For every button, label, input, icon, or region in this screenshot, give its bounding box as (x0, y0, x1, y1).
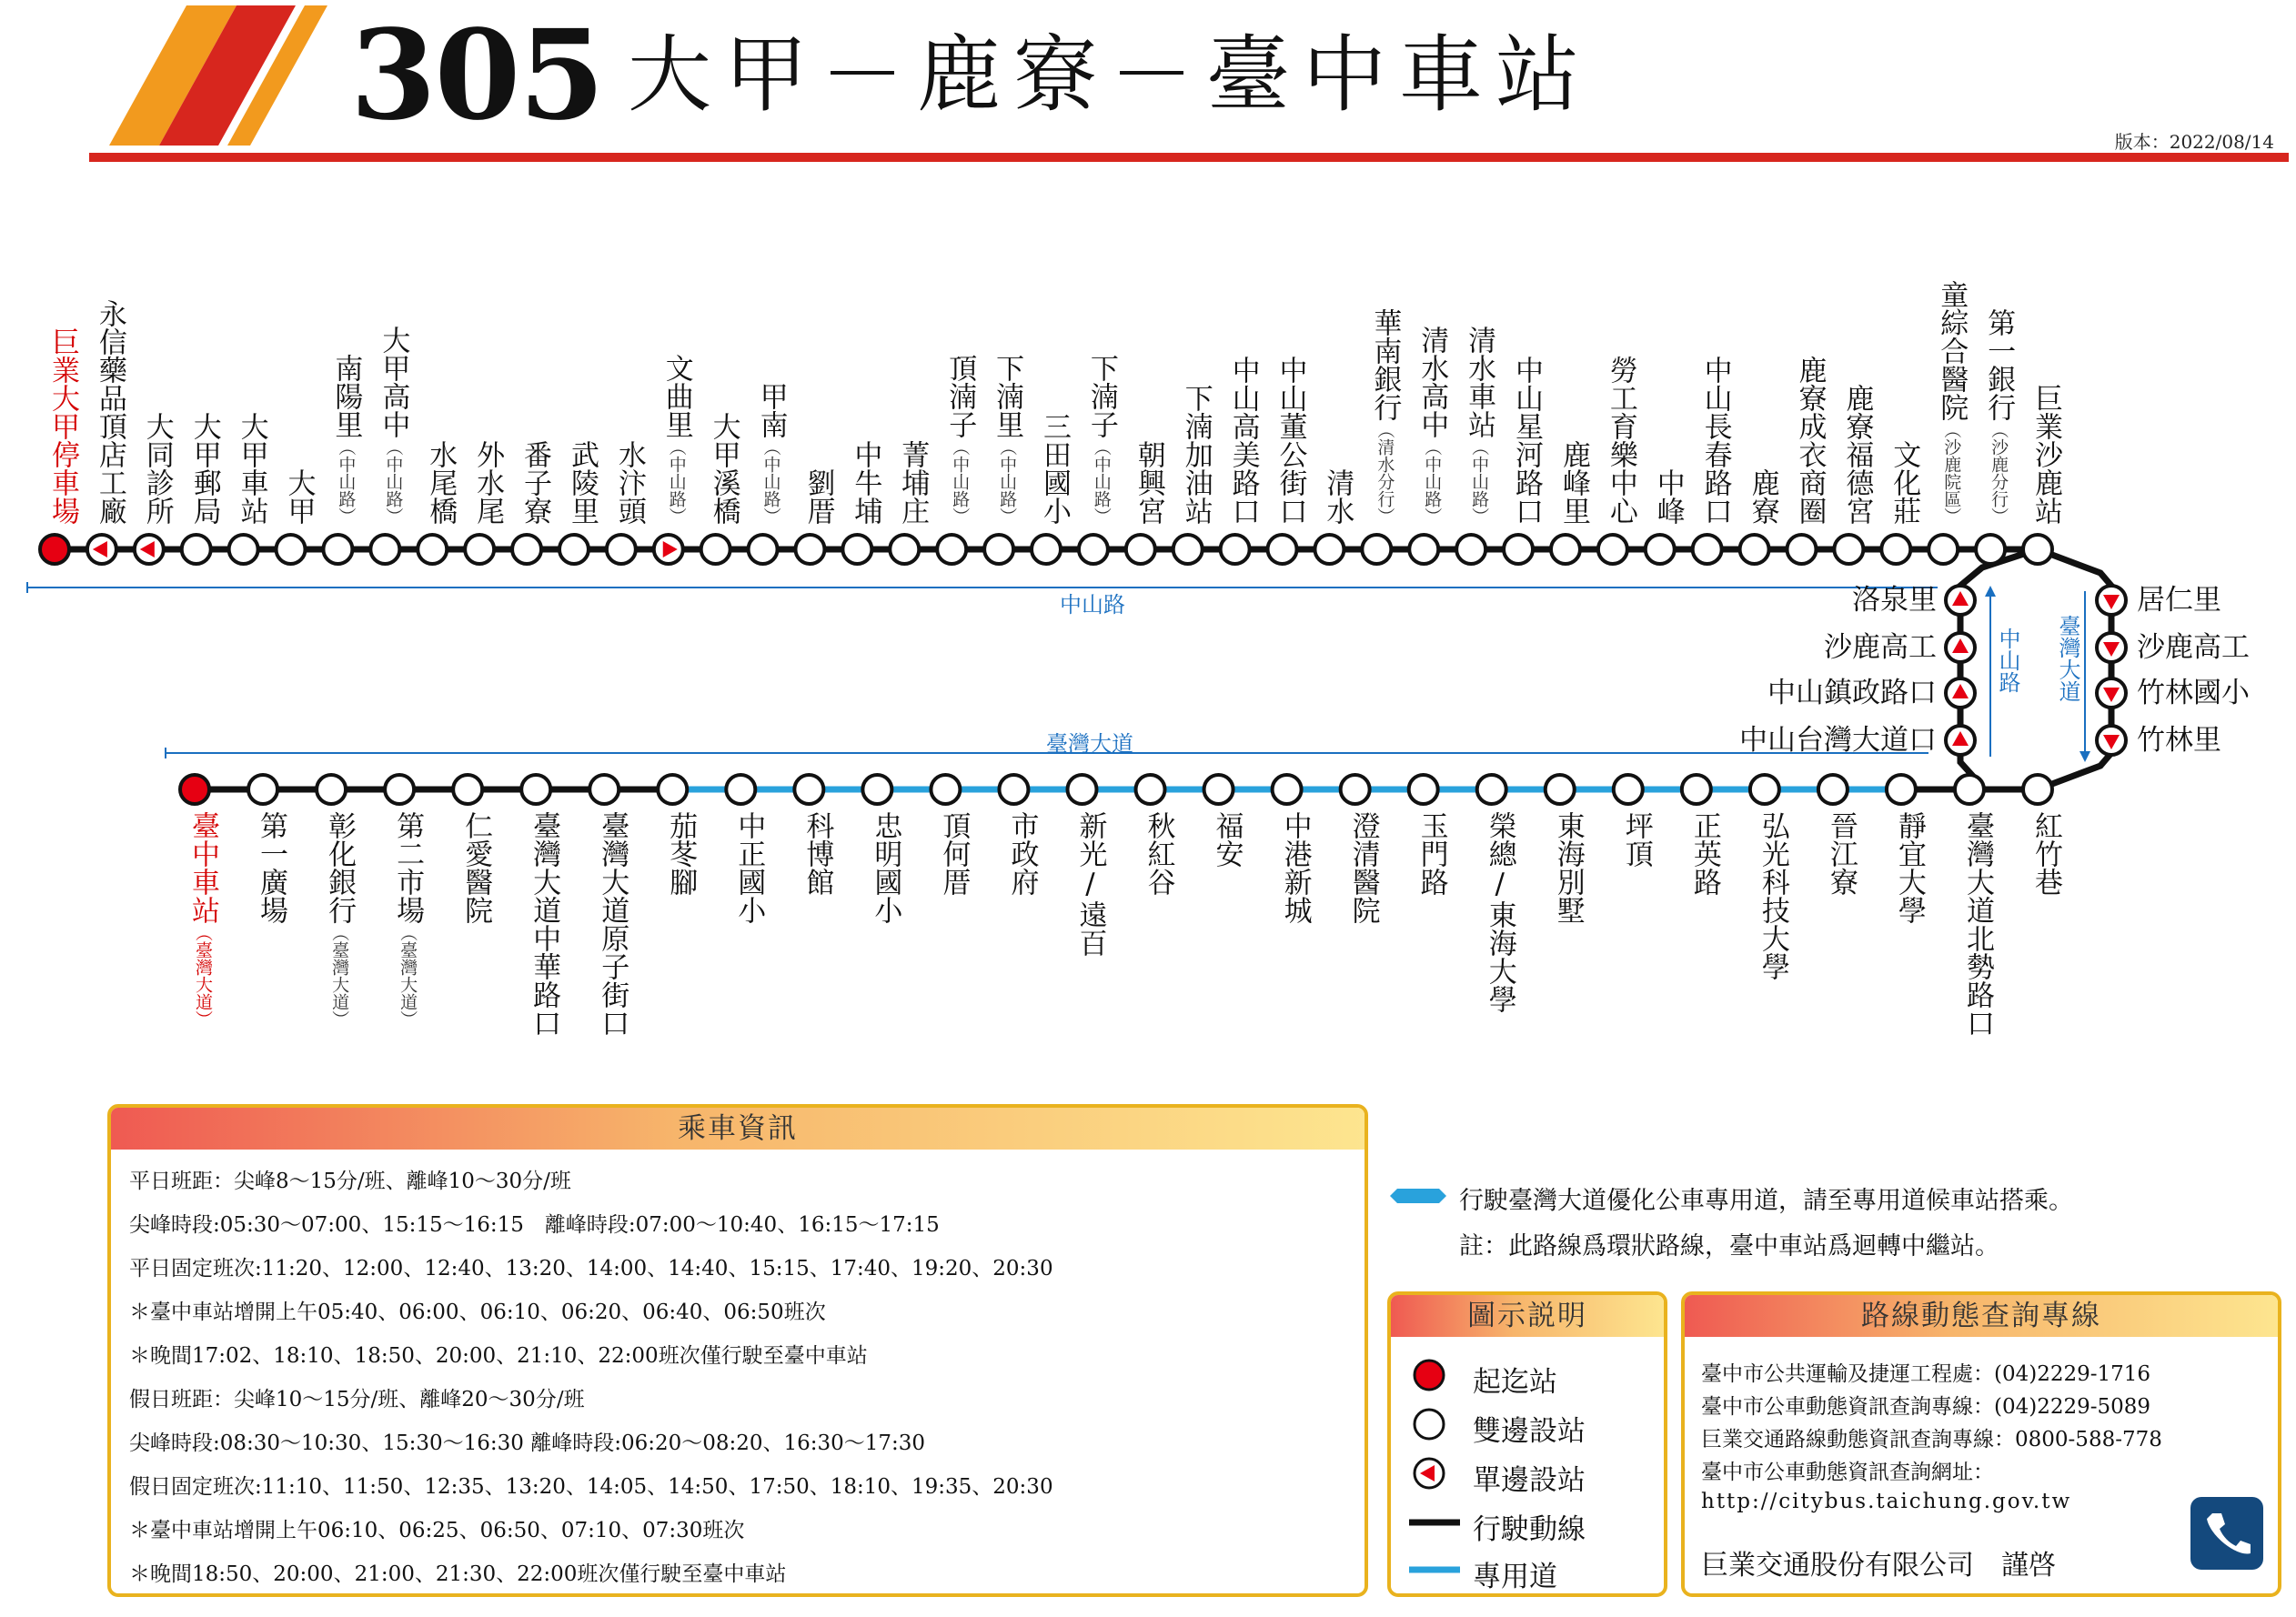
top-stop-label-9 (453, 440, 506, 525)
bottom-stop-label-16 (1261, 811, 1314, 924)
loop-axis-right-arrow (2079, 751, 2090, 762)
bottom-stop-label-10 (851, 811, 903, 924)
stop-name: 巨業沙鹿站 (2029, 384, 2062, 525)
top-stop-34 (1646, 535, 1675, 564)
stop-name: 清水車站 (1463, 326, 1496, 438)
stop-sub-label: （中山路） (1469, 438, 1490, 525)
stop-sub-label: （臺灣大道） (193, 924, 213, 1028)
stop-name: 水尾橋 (424, 440, 458, 525)
stop-name: 茄苳腳 (664, 811, 698, 896)
legend-label-busway: 專用道 (1473, 1561, 1557, 1593)
bottom-stop-label-15 (1193, 811, 1245, 868)
top-stop-label-30 (1445, 326, 1497, 525)
top-stop-label-33 (1586, 356, 1639, 525)
company-signature: 巨業交通股份有限公司 謹啓 (1701, 1550, 2056, 1582)
stop-name: 中山高美路口 (1226, 356, 1260, 525)
top-stop-39 (1881, 535, 1910, 564)
top-stop-label-13 (642, 354, 695, 525)
busway-line-icon (1407, 1552, 1462, 1588)
bottom-stop-4 (453, 775, 482, 804)
loop-right-stop-1 (2097, 633, 2126, 662)
top-stop-28 (1362, 535, 1391, 564)
busway-note: 行駛臺灣大道優化公車專用道，請至專用道候車站搭乘。 (1459, 1187, 2073, 1215)
stop-name: 大甲高中 (377, 326, 410, 438)
bottom-stop-label-2 (305, 811, 357, 1028)
top-stop-label-28 (1350, 308, 1403, 525)
top-stop-label-12 (595, 440, 648, 525)
top-stop-40 (1928, 535, 1958, 564)
bottom-stop-7 (658, 775, 687, 804)
top-stop-29 (1409, 535, 1438, 564)
top-stop-label-7 (358, 326, 411, 525)
stop-name: 玉門路 (1415, 811, 1448, 896)
legend-label-oneway: 單邊設站 (1473, 1464, 1586, 1497)
stop-sub-label: （清水分行） (1375, 421, 1395, 525)
legend-panel (1387, 1291, 1667, 1597)
stop-name: 科博館 (801, 811, 834, 896)
bottom-stop-5 (521, 775, 550, 804)
bottom-stop-20 (1546, 775, 1575, 804)
bottom-stop-0 (180, 775, 209, 804)
top-stop-15 (749, 535, 778, 564)
loop-left-stop-label-0: 洛泉里 (1852, 584, 1937, 617)
top-stop-label-41 (1964, 308, 2017, 525)
stop-name: 頂何厝 (937, 811, 971, 896)
stop-name: 秋紅谷 (1142, 811, 1175, 896)
stop-name: 勞工育樂中心 (1604, 356, 1637, 525)
stop-name: 永信藥品頂店工廠 (93, 299, 126, 525)
info-line-0: 平日班距：尖峰8～15分/班、離峰10～30分/班 (129, 1170, 571, 1193)
top-stop-12 (607, 535, 636, 564)
stop-name: 大甲 (282, 468, 316, 525)
stop-name: 弘光科技大學 (1756, 811, 1789, 980)
stop-name: 鹿寮 (1746, 468, 1779, 525)
bottom-stop-label-26 (1943, 811, 1996, 1037)
top-stop-26 (1268, 535, 1297, 564)
bottom-stop-17 (1341, 775, 1370, 804)
stop-name: 下湳里 (991, 354, 1024, 438)
stop-name: 中山長春路口 (1698, 356, 1732, 525)
top-stop-38 (1834, 535, 1863, 564)
top-stop-1 (87, 535, 116, 564)
loop-left-stop-2 (1946, 678, 1975, 708)
stop-name: 文曲里 (660, 354, 693, 438)
bottom-stop-label-22 (1670, 811, 1723, 896)
legend-label-both: 雙邊設站 (1473, 1415, 1586, 1448)
stop-name: 菁埔庄 (896, 440, 930, 525)
bottom-stop-label-17 (1329, 811, 1382, 924)
bottom-stop-label-24 (1807, 811, 1859, 896)
loop-right-stop-label-0: 居仁里 (2137, 584, 2221, 617)
stop-name: 下湳加油站 (1179, 384, 1213, 525)
stop-name: 巨業大甲停車場 (46, 327, 79, 525)
bottom-stop-label-12 (987, 811, 1040, 896)
top-stop-14 (701, 535, 730, 564)
legend-title: 圖示説明 (1391, 1295, 1664, 1337)
stop-name: 坪頂 (1619, 811, 1653, 868)
road-label-top: 中山路 (1060, 592, 1125, 618)
top-stop-label-2 (123, 412, 176, 525)
contact-line-4: 臺中市公車動態資訊查詢網址： (1701, 1461, 1994, 1484)
top-stop-13 (654, 535, 683, 564)
stop-name: 大甲溪橋 (707, 412, 740, 525)
stop-name: 清水 (1321, 468, 1354, 525)
bottom-stop-label-27 (2011, 811, 2064, 896)
version-label: 版本：2022/08/14 (2114, 131, 2274, 153)
bottom-stop-24 (1818, 775, 1848, 804)
stop-sub-label: （中山路） (1091, 438, 1112, 525)
both-sides-stop-icon (1411, 1406, 1447, 1442)
top-stop-label-38 (1822, 384, 1875, 525)
top-stop-label-40 (1917, 280, 1969, 525)
bottom-stop-18 (1409, 775, 1438, 804)
stop-name: 劉厝 (801, 468, 835, 525)
top-stop-3 (182, 535, 211, 564)
stop-name: 甲南 (754, 382, 788, 438)
stop-name: 晉江寮 (1824, 811, 1858, 896)
stop-name: 彰化銀行 (323, 811, 357, 924)
top-stop-0 (40, 535, 69, 564)
top-stop-label-0 (28, 327, 81, 525)
top-stop-label-37 (1775, 356, 1828, 525)
bottom-stop-1 (248, 775, 277, 804)
loop-left-stop-1 (1946, 633, 1975, 662)
bottom-stop-label-25 (1875, 811, 1928, 924)
info-line-3: ＊臺中車站增開上午05:40、06:00、06:10、06:20、06:40、06:50班次 (129, 1301, 826, 1324)
top-stop-label-34 (1634, 468, 1687, 525)
stop-name: 第一銀行 (1982, 308, 2016, 421)
top-stop-19 (937, 535, 966, 564)
top-stop-label-35 (1681, 356, 1734, 525)
stop-name: 水汴頭 (612, 440, 646, 525)
bottom-stop-23 (1750, 775, 1779, 804)
top-stop-label-1 (76, 299, 128, 525)
road-label-bottom: 臺灣大道 (1046, 731, 1133, 757)
bottom-stop-10 (862, 775, 891, 804)
bottom-stop-26 (1955, 775, 1984, 804)
top-stop-label-16 (783, 468, 836, 525)
bottom-stop-8 (726, 775, 755, 804)
stop-name: 番子寮 (519, 440, 552, 525)
phone-icon (2190, 1497, 2263, 1570)
loop-right-stop-label-3: 竹林里 (2137, 724, 2221, 757)
top-stop-label-21 (1020, 412, 1072, 525)
bottom-stop-label-13 (1055, 811, 1108, 957)
stop-name: 福安 (1210, 811, 1244, 868)
road-label-loop-right: 臺灣大道 (2055, 615, 2080, 702)
top-stop-31 (1504, 535, 1533, 564)
stop-name: 臺灣大道原子街口 (596, 811, 629, 1037)
top-stop-label-42 (2011, 384, 2064, 525)
loop-right-stop-label-1: 沙鹿高工 (2137, 631, 2250, 664)
stop-name: 紅竹巷 (2029, 811, 2062, 896)
bottom-stop-label-18 (1397, 811, 1450, 896)
top-stop-label-8 (406, 440, 458, 525)
bottom-stop-21 (1614, 775, 1643, 804)
loop-left-stop-label-2: 中山鎮政路口 (1767, 677, 1937, 709)
stop-name: 鹿峰里 (1556, 440, 1590, 525)
loop-right-stop-3 (2097, 726, 2126, 755)
bottom-stop-label-14 (1124, 811, 1177, 896)
contact-url[interactable]: http://citybus.taichung.gov.tw (1701, 1490, 2072, 1513)
bottom-stop-label-8 (714, 811, 767, 924)
stop-name: 頂湳子 (943, 354, 977, 438)
top-stop-label-29 (1397, 326, 1450, 525)
contact-line-3: 巨業交通路線動態資訊查詢專線：0800-588-778 (1701, 1428, 2162, 1451)
bottom-stop-3 (385, 775, 414, 804)
stop-name: 鹿寮成衣商圈 (1793, 356, 1827, 525)
bottom-stop-label-3 (373, 811, 426, 1028)
top-stop-2 (135, 535, 164, 564)
contact-line-2: 臺中市公車動態資訊查詢專線：(04)2229-5089 (1701, 1395, 2151, 1419)
top-stop-label-19 (925, 354, 978, 525)
bottom-stop-19 (1477, 775, 1506, 804)
bottom-stop-12 (999, 775, 1028, 804)
top-stop-32 (1551, 535, 1580, 564)
top-stop-41 (1976, 535, 2005, 564)
bottom-stop-label-6 (578, 811, 630, 1037)
stop-name: 文化莊 (1888, 440, 1921, 525)
top-stop-label-6 (311, 354, 364, 525)
one-side-stop-icon (1411, 1455, 1447, 1491)
info-line-8: ＊臺中車站增開上午06:10、06:25、06:50、07:10、07:30班次 (129, 1519, 745, 1542)
top-stop-label-4 (217, 412, 270, 525)
stop-name: 三田國小 (1038, 412, 1071, 525)
bottom-stop-9 (794, 775, 823, 804)
top-stop-30 (1456, 535, 1485, 564)
top-stop-label-24 (1162, 384, 1214, 525)
contact-line-1: 臺中市公共運輸及捷運工程處：(04)2229-1716 (1701, 1362, 2151, 1386)
stop-name: 榮總/東海大學 (1483, 811, 1516, 1013)
stop-name: 新光/遠百 (1073, 811, 1107, 957)
bottom-stop-label-4 (441, 811, 494, 924)
top-stop-24 (1173, 535, 1203, 564)
top-stop-9 (465, 535, 494, 564)
ride-info-panel (107, 1104, 1368, 1597)
stop-sub-label: （中山路） (666, 438, 687, 525)
loop-right-stop-2 (2097, 678, 2126, 708)
terminus-icon (1411, 1357, 1447, 1393)
top-stop-42 (2023, 535, 2052, 564)
top-stop-label-17 (831, 440, 883, 525)
top-stop-5 (277, 535, 306, 564)
top-stop-label-25 (1209, 356, 1262, 525)
stop-name: 中牛埔 (849, 440, 882, 525)
bottom-stop-label-5 (509, 811, 562, 1037)
top-stop-8 (418, 535, 447, 564)
legend-label-route: 行駛動線 (1473, 1513, 1586, 1546)
info-line-2: 平日固定班次:11:20、12:00、12:40、13:20、14:00、14:40、15:15、17:40、19:20、20:30 (129, 1257, 1053, 1281)
stop-name: 中山董公街口 (1274, 356, 1307, 525)
top-stop-label-26 (1256, 356, 1309, 525)
loop-axis-left-arrow (1985, 586, 1996, 597)
bottom-stop-label-9 (782, 811, 835, 896)
top-stop-label-11 (548, 440, 600, 525)
contact-panel (1681, 1291, 2281, 1597)
top-stop-label-39 (1869, 440, 1922, 525)
top-stop-7 (370, 535, 399, 564)
bottom-stop-label-19 (1465, 811, 1518, 1013)
loop-left-stop-0 (1946, 586, 1975, 615)
stop-name: 外水尾 (471, 440, 505, 525)
stop-name: 臺中車站 (186, 811, 219, 924)
stop-name: 中山星河路口 (1510, 356, 1544, 525)
bottom-stop-25 (1887, 775, 1916, 804)
bottom-stop-label-11 (919, 811, 972, 896)
loop-left-stop-3 (1946, 726, 1975, 755)
top-stop-label-3 (170, 412, 223, 525)
top-stop-label-32 (1539, 440, 1592, 525)
contact-title: 路線動態查詢專線 (1685, 1295, 2278, 1337)
top-stop-33 (1598, 535, 1627, 564)
ride-info-title: 乘車資訊 (111, 1108, 1365, 1150)
bottom-stop-14 (1136, 775, 1165, 804)
stop-name: 大同診所 (140, 412, 174, 525)
stop-name: 市政府 (1005, 811, 1039, 896)
road-label-loop-left: 中山路 (1995, 628, 2020, 693)
info-line-9: ＊晚間18:50、20:00、21:00、21:30、22:00班次僅行駛至臺中車站 (129, 1562, 787, 1586)
stop-sub-label: （中山路） (336, 438, 357, 525)
stop-name: 澄清醫院 (1346, 811, 1380, 924)
stop-name: 正英路 (1687, 811, 1721, 896)
top-stop-17 (842, 535, 871, 564)
info-line-4: ＊晚間17:02、18:10、18:50、20:00、21:10、22:00班次僅行駛至臺中車站 (129, 1344, 868, 1368)
bottom-stop-label-7 (646, 811, 699, 896)
bottom-stop-22 (1682, 775, 1711, 804)
top-stop-23 (1126, 535, 1155, 564)
stop-name: 清水高中 (1415, 326, 1449, 438)
top-stop-4 (229, 535, 258, 564)
route-line-icon (1407, 1504, 1462, 1541)
stop-sub-label: （中山路） (760, 438, 781, 525)
top-stop-20 (984, 535, 1013, 564)
bottom-stop-27 (2023, 775, 2052, 804)
bottom-stop-6 (589, 775, 619, 804)
stop-sub-label: （沙鹿分行） (1989, 421, 2009, 525)
stop-name: 下湳子 (1084, 354, 1118, 438)
bottom-stop-label-23 (1738, 811, 1791, 980)
top-stop-label-36 (1728, 468, 1781, 525)
stop-name: 第二市場 (391, 811, 425, 924)
bottom-stop-15 (1204, 775, 1234, 804)
top-stop-21 (1032, 535, 1061, 564)
stop-name: 華南銀行 (1368, 308, 1402, 421)
loop-note: 註：此路線爲環狀路線，臺中車站爲迴轉中繼站。 (1459, 1232, 1999, 1260)
stop-sub-label: （中山路） (950, 438, 971, 525)
busway-note-icon (1386, 1185, 1450, 1207)
stop-name: 臺灣大道北勢路口 (1960, 811, 1994, 1037)
stop-name: 第一廣場 (255, 811, 288, 924)
top-stop-label-31 (1492, 356, 1545, 525)
top-stop-11 (559, 535, 589, 564)
bottom-stop-16 (1273, 775, 1302, 804)
stop-name: 中港新城 (1278, 811, 1312, 924)
stop-name: 武陵里 (565, 440, 599, 525)
stop-name: 臺灣大道中華路口 (528, 811, 561, 1037)
top-stop-label-22 (1067, 354, 1120, 525)
legend-label-terminus: 起迄站 (1473, 1366, 1557, 1399)
bottom-stop-label-0 (168, 811, 221, 1028)
loop-left-stop-label-3: 中山台灣大道口 (1739, 724, 1937, 757)
stop-sub-label: （臺灣大道） (329, 924, 350, 1028)
top-stop-label-27 (1303, 468, 1355, 525)
stop-name: 大甲車站 (235, 412, 268, 525)
bottom-stop-13 (1067, 775, 1096, 804)
top-stop-16 (795, 535, 824, 564)
stop-name: 朝興宮 (1132, 440, 1165, 525)
top-stop-6 (323, 535, 352, 564)
bottom-stop-label-21 (1602, 811, 1655, 868)
top-stop-36 (1740, 535, 1769, 564)
bottom-stop-label-20 (1534, 811, 1586, 924)
top-stop-label-15 (737, 382, 790, 525)
stop-sub-label: （臺灣大道） (398, 924, 418, 1028)
top-stop-label-10 (500, 440, 553, 525)
top-stop-27 (1314, 535, 1344, 564)
loop-right-stop-label-2: 竹林國小 (2137, 677, 2250, 709)
bottom-stop-11 (931, 775, 960, 804)
bottom-stop-label-1 (237, 811, 289, 924)
stop-sub-label: （中山路） (1422, 438, 1443, 525)
top-stop-35 (1693, 535, 1722, 564)
stop-sub-label: （沙鹿院區） (1941, 421, 1962, 525)
top-stop-label-18 (878, 440, 931, 525)
top-stop-label-14 (690, 412, 742, 525)
top-stop-18 (890, 535, 919, 564)
stop-name: 仁愛醫院 (459, 811, 493, 924)
top-stop-22 (1079, 535, 1108, 564)
stop-name: 東海別墅 (1551, 811, 1585, 924)
top-stop-37 (1787, 535, 1816, 564)
route-name: 大甲－鹿寮－臺中車站 (628, 26, 1593, 124)
info-line-6: 尖峰時段:08:30～10:30、15:30～16:30 離峰時段:06:20～08:20、16:30～17:30 (129, 1431, 926, 1455)
info-line-1: 尖峰時段:05:30～07:00、15:15～16:15 離峰時段:07:00～10:40、16:15～17:15 (129, 1213, 940, 1237)
stop-name: 中峰 (1651, 468, 1685, 525)
stop-name: 靜宜大學 (1892, 811, 1926, 924)
info-line-5: 假日班距：尖峰10～15分/班、離峰20～30分/班 (129, 1388, 585, 1411)
stop-name: 忠明國小 (869, 811, 902, 924)
stop-name: 鹿寮福德宮 (1840, 384, 1874, 525)
loop-left-stop-label-1: 沙鹿高工 (1824, 631, 1937, 664)
top-stop-label-20 (972, 354, 1025, 525)
route-number: 305 (350, 3, 603, 148)
stop-name: 童綜合醫院 (1935, 280, 1969, 421)
top-stop-label-5 (265, 468, 317, 525)
loop-right-stop-0 (2097, 586, 2126, 615)
top-stop-25 (1221, 535, 1250, 564)
top-stop-10 (512, 535, 541, 564)
stop-sub-label: （中山路） (383, 438, 404, 525)
stop-name: 中正國小 (732, 811, 766, 924)
stop-name: 大甲郵局 (187, 412, 221, 525)
top-stop-label-23 (1114, 440, 1167, 525)
info-line-7: 假日固定班次:11:10、11:50、12:35、13:20、14:05、14:50、17:50、18:10、19:35、20:30 (129, 1475, 1053, 1499)
stop-name: 南陽里 (329, 354, 363, 438)
bottom-stop-2 (317, 775, 346, 804)
stop-sub-label: （中山路） (997, 438, 1018, 525)
